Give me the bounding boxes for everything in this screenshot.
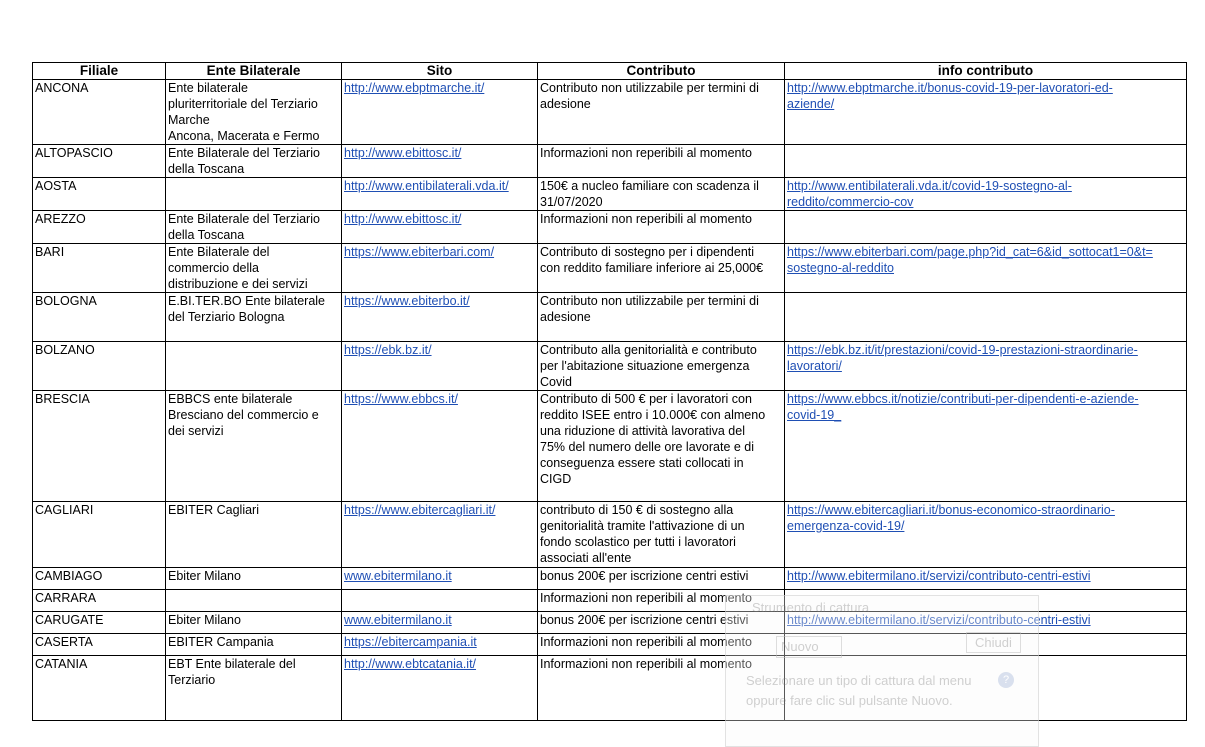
cell-filiale: AOSTA: [33, 178, 166, 211]
info-link[interactable]: http://www.ebitermilano.it/servizi/contributo-centri-estivi: [787, 569, 1091, 583]
ghost-mode-button[interactable]: Nuovo: [776, 636, 842, 658]
header-ente: Ente Bilaterale: [166, 63, 342, 80]
cell-ente: Ente Bilaterale del commercio della distribuzione e dei servizi: [166, 244, 342, 293]
cell-filiale: BOLZANO: [33, 342, 166, 391]
cell-filiale: ANCONA: [33, 80, 166, 145]
cell-filiale: CASERTA: [33, 634, 166, 656]
info-link[interactable]: https://www.ebbcs.it/notizie/contributi-per-dipendenti-e-aziende- covid-19_: [787, 392, 1139, 422]
cell-sito: [342, 502, 538, 568]
cell-contributo: Contributo di sostegno per i dipendenti con reddito familiare inferiore ai 25,000€: [538, 244, 785, 293]
cell-contributo: contributo di 150 € di sostegno alla genitorialità tramite l'attivazione di un fondo scolastico per tutti i lavoratori associati all'ente: [538, 502, 785, 568]
site-link[interactable]: http://www.ebittosc.it/: [344, 146, 462, 160]
ghost-hint: Selezionare un tipo di cattura dal menu oppure fare clic sul pulsante Nuovo.: [746, 673, 972, 708]
cell-ente: Ente Bilaterale del Terziario della Toscana: [166, 145, 342, 178]
cell-filiale: BRESCIA: [33, 391, 166, 502]
ghost-close-button[interactable]: Chiudi: [966, 632, 1021, 653]
cell-contributo: Contributo non utilizzabile per termini di adesione: [538, 293, 785, 342]
cell-sito: [342, 211, 538, 244]
cell-info: [785, 391, 1187, 502]
cell-filiale: CAGLIARI: [33, 502, 166, 568]
header-filiale: Filiale: [33, 63, 166, 80]
site-link[interactable]: https://ebitercampania.it: [344, 635, 477, 649]
table-row: [33, 568, 1187, 590]
site-link[interactable]: https://www.ebitercagliari.it/: [344, 503, 496, 517]
cell-info: [785, 502, 1187, 568]
table-row: [33, 342, 1187, 391]
cell-filiale: AREZZO: [33, 211, 166, 244]
cell-contributo: Informazioni non reperibili al momento: [538, 634, 785, 656]
table-row: [33, 80, 1187, 145]
table-row: [33, 391, 1187, 502]
cell-ente: EBBCS ente bilaterale Bresciano del commercio e dei servizi: [166, 391, 342, 502]
cell-sito: [342, 178, 538, 211]
site-link[interactable]: http://www.ebittosc.it/: [344, 212, 462, 226]
cell-contributo: Informazioni non reperibili al momento: [538, 656, 785, 721]
cell-info: [785, 211, 1187, 244]
cell-contributo: Contributo non utilizzabile per termini di adesione: [538, 80, 785, 145]
cell-sito: [342, 342, 538, 391]
header-row: [33, 63, 1187, 80]
cell-sito: [342, 590, 538, 612]
cell-ente: Ente Bilaterale del Terziario della Toscana: [166, 211, 342, 244]
cell-ente: [166, 342, 342, 391]
snipping-tool-ghost: [725, 595, 1039, 747]
info-link[interactable]: http://www.ebitermilano.it/servizi/contributo-centri-estivi: [787, 613, 1091, 627]
cell-sito: [342, 145, 538, 178]
cell-sito: [342, 293, 538, 342]
header-contributo: Contributo: [538, 63, 785, 80]
cell-ente: Ente bilaterale pluriterritoriale del Terziario Marche Ancona, Macerata e Fermo: [166, 80, 342, 145]
header-sito: Sito: [342, 63, 538, 80]
cell-ente: EBITER Campania: [166, 634, 342, 656]
info-link[interactable]: https://www.ebitercagliari.it/bonus-economico-straordinario- emergenza-covid-19/: [787, 503, 1115, 533]
cell-ente: Ebiter Milano: [166, 612, 342, 634]
cell-contributo: Contributo alla genitorialità e contributo per l'abitazione situazione emergenza Covid: [538, 342, 785, 391]
header-info: info contributo: [785, 63, 1187, 80]
cell-info: [785, 178, 1187, 211]
table-row: [33, 145, 1187, 178]
site-link[interactable]: www.ebitermilano.it: [344, 613, 452, 627]
site-link[interactable]: https://www.ebbcs.it/: [344, 392, 458, 406]
cell-contributo: bonus 200€ per iscrizione centri estivi: [538, 568, 785, 590]
site-link[interactable]: https://www.ebiterbo.it/: [344, 294, 470, 308]
cell-info: [785, 145, 1187, 178]
cell-sito: [342, 656, 538, 721]
cell-ente: [166, 178, 342, 211]
cell-info: [785, 80, 1187, 145]
cell-filiale: BARI: [33, 244, 166, 293]
cell-filiale: BOLOGNA: [33, 293, 166, 342]
cell-ente: EBT Ente bilaterale del Terziario: [166, 656, 342, 721]
table-row: [33, 211, 1187, 244]
info-link[interactable]: http://www.entibilaterali.vda.it/covid-19-sostegno-al- reddito/commercio-cov: [787, 179, 1072, 209]
table-row: [33, 293, 1187, 342]
help-icon: ?: [998, 672, 1014, 688]
ghost-title: Strumento di cattura: [752, 600, 870, 615]
cell-contributo: 150€ a nucleo familiare con scadenza il 31/07/2020: [538, 178, 785, 211]
cell-sito: [342, 80, 538, 145]
site-link[interactable]: http://www.ebtcatania.it/: [344, 657, 477, 671]
cell-contributo: bonus 200€ per iscrizione centri estivi: [538, 612, 785, 634]
cell-filiale: CAMBIAGO: [33, 568, 166, 590]
cell-sito: [342, 568, 538, 590]
info-link[interactable]: http://www.ebptmarche.it/bonus-covid-19-per-lavoratori-ed- aziende/: [787, 81, 1113, 111]
table-row: [33, 178, 1187, 211]
cell-info: [785, 568, 1187, 590]
cell-contributo: Contributo di 500 € per i lavoratori con reddito ISEE entro i 10.000€ con almeno una riduzione di attività lavorativa del 75% del numero delle ore lavorate e di conseguenza essere stati collocati in CIGD: [538, 391, 785, 502]
table-row: [33, 244, 1187, 293]
table-row: [33, 502, 1187, 568]
cell-ente: Ebiter Milano: [166, 568, 342, 590]
cell-filiale: ALTOPASCIO: [33, 145, 166, 178]
cell-sito: [342, 634, 538, 656]
site-link[interactable]: https://www.ebiterbari.com/: [344, 245, 495, 259]
cell-filiale: CARRARA: [33, 590, 166, 612]
cell-ente: [166, 590, 342, 612]
cell-filiale: CARUGATE: [33, 612, 166, 634]
cell-filiale: CATANIA: [33, 656, 166, 721]
site-link[interactable]: http://www.ebptmarche.it/: [344, 81, 485, 95]
cell-ente: E.BI.TER.BO Ente bilaterale del Terziario Bologna: [166, 293, 342, 342]
cell-sito: [342, 391, 538, 502]
cell-sito: [342, 612, 538, 634]
cell-info: [785, 244, 1187, 293]
cell-contributo: Informazioni non reperibili al momento: [538, 145, 785, 178]
cell-info: [785, 342, 1187, 391]
site-link[interactable]: http://www.entibilaterali.vda.it/: [344, 179, 509, 193]
cell-ente: EBITER Cagliari: [166, 502, 342, 568]
cell-sito: [342, 244, 538, 293]
site-link[interactable]: www.ebitermilano.it: [344, 569, 452, 583]
info-link[interactable]: https://www.ebiterbari.com/page.php?id_cat=6&id_sottocat1=0&t= sostegno-al-reddito: [787, 245, 1153, 275]
cell-contributo: Informazioni non reperibili al momento: [538, 590, 785, 612]
site-link[interactable]: https://ebk.bz.it/: [344, 343, 432, 357]
cell-contributo: Informazioni non reperibili al momento: [538, 211, 785, 244]
info-link[interactable]: https://ebk.bz.it/it/prestazioni/covid-19-prestazioni-straordinarie- lavoratori/: [787, 343, 1138, 373]
cell-info: [785, 293, 1187, 342]
